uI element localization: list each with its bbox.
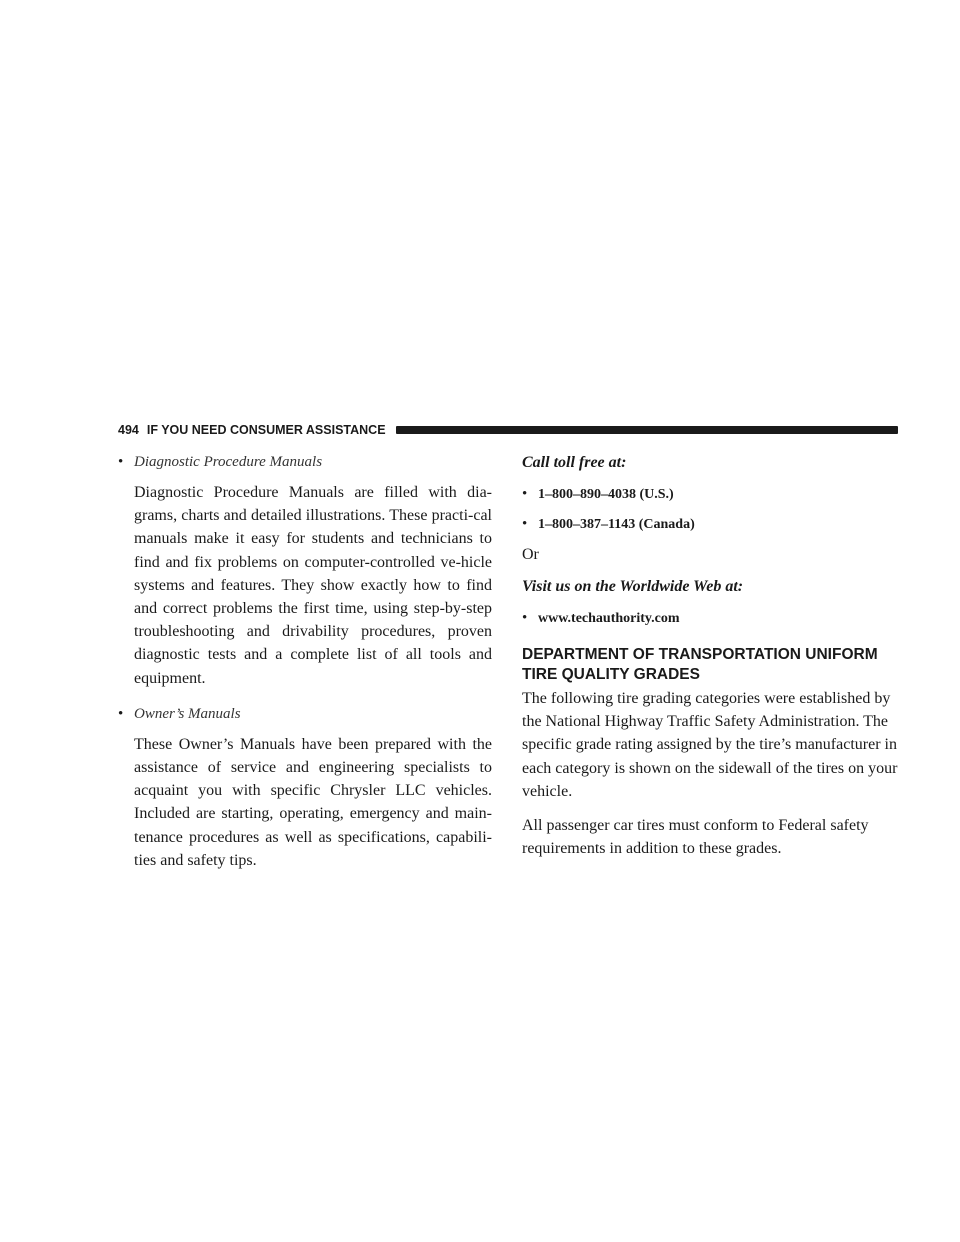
list-item-phone-canada: [522, 514, 898, 535]
left-column: [118, 452, 492, 886]
bullet-icon: •: [522, 516, 528, 532]
list-item-phone-us: [522, 484, 898, 505]
web-heading: Visit us on the Worldwide Web at:: [522, 578, 744, 595]
phone-number: 1–800–890–4038 (U.S.): [538, 487, 674, 502]
list-item-owners-manuals: [118, 704, 492, 724]
heading-line-1: DEPARTMENT OF TRANSPORTATION UNIFORM: [522, 646, 878, 663]
item-title: Diagnostic Procedure Manuals: [134, 454, 323, 470]
page-header: [118, 421, 898, 439]
body-paragraph-1: The following tire grading categories were established by the National Highway Traffic Safety Administration. The specific grade rating assigned by the tire’s manufacturer in each category is shown on the sidewall of the tires on your vehicle.: [522, 690, 898, 800]
section-heading: [522, 645, 898, 685]
body-paragraph-2: All passenger car tires must conform to Federal safety requirements in addition to these grades.: [522, 817, 869, 858]
phone-number: 1–800–387–1143 (Canada): [538, 517, 695, 532]
header-rule: [396, 426, 898, 434]
item-title: Owner’s Manuals: [134, 705, 241, 722]
item-description: Diagnostic Procedure Manuals are filled with dia-grams, charts and detailed illustrations. These practi-cal manuals make it easy for students and technicians to find and fix problems on computer-controlled ve-hicle systems and features. They show exactly how to find and correct problems the first time, using step-by-step troubleshooting and drivability procedures, proven diagnostic tests and a complete list of all tools and equipment.: [134, 484, 492, 687]
bullet-icon: •: [522, 486, 528, 502]
page-number: 494: [118, 423, 139, 437]
or-text: Or: [522, 546, 539, 563]
list-item-diagnostic-manuals: [118, 452, 492, 472]
call-heading: Call toll free at:: [522, 454, 627, 471]
website-link: www.techauthority.com: [538, 611, 680, 626]
section-title: IF YOU NEED CONSUMER ASSISTANCE: [146, 423, 386, 437]
heading-line-2: TIRE QUALITY GRADES: [522, 666, 700, 683]
bullet-icon: •: [118, 705, 124, 722]
right-column: [522, 452, 898, 871]
bullet-icon: •: [118, 454, 124, 470]
bullet-icon: •: [522, 610, 528, 626]
list-item-website: [522, 608, 898, 629]
item-description: These Owner’s Manuals have been prepared with the assistance of service and engineering specialists to acquaint you with specific Chrysler LLC vehicles. Included are starting, operating, emergency and main-tenance procedures as well as specifications, capabili-ties and safety tips.: [134, 735, 492, 869]
